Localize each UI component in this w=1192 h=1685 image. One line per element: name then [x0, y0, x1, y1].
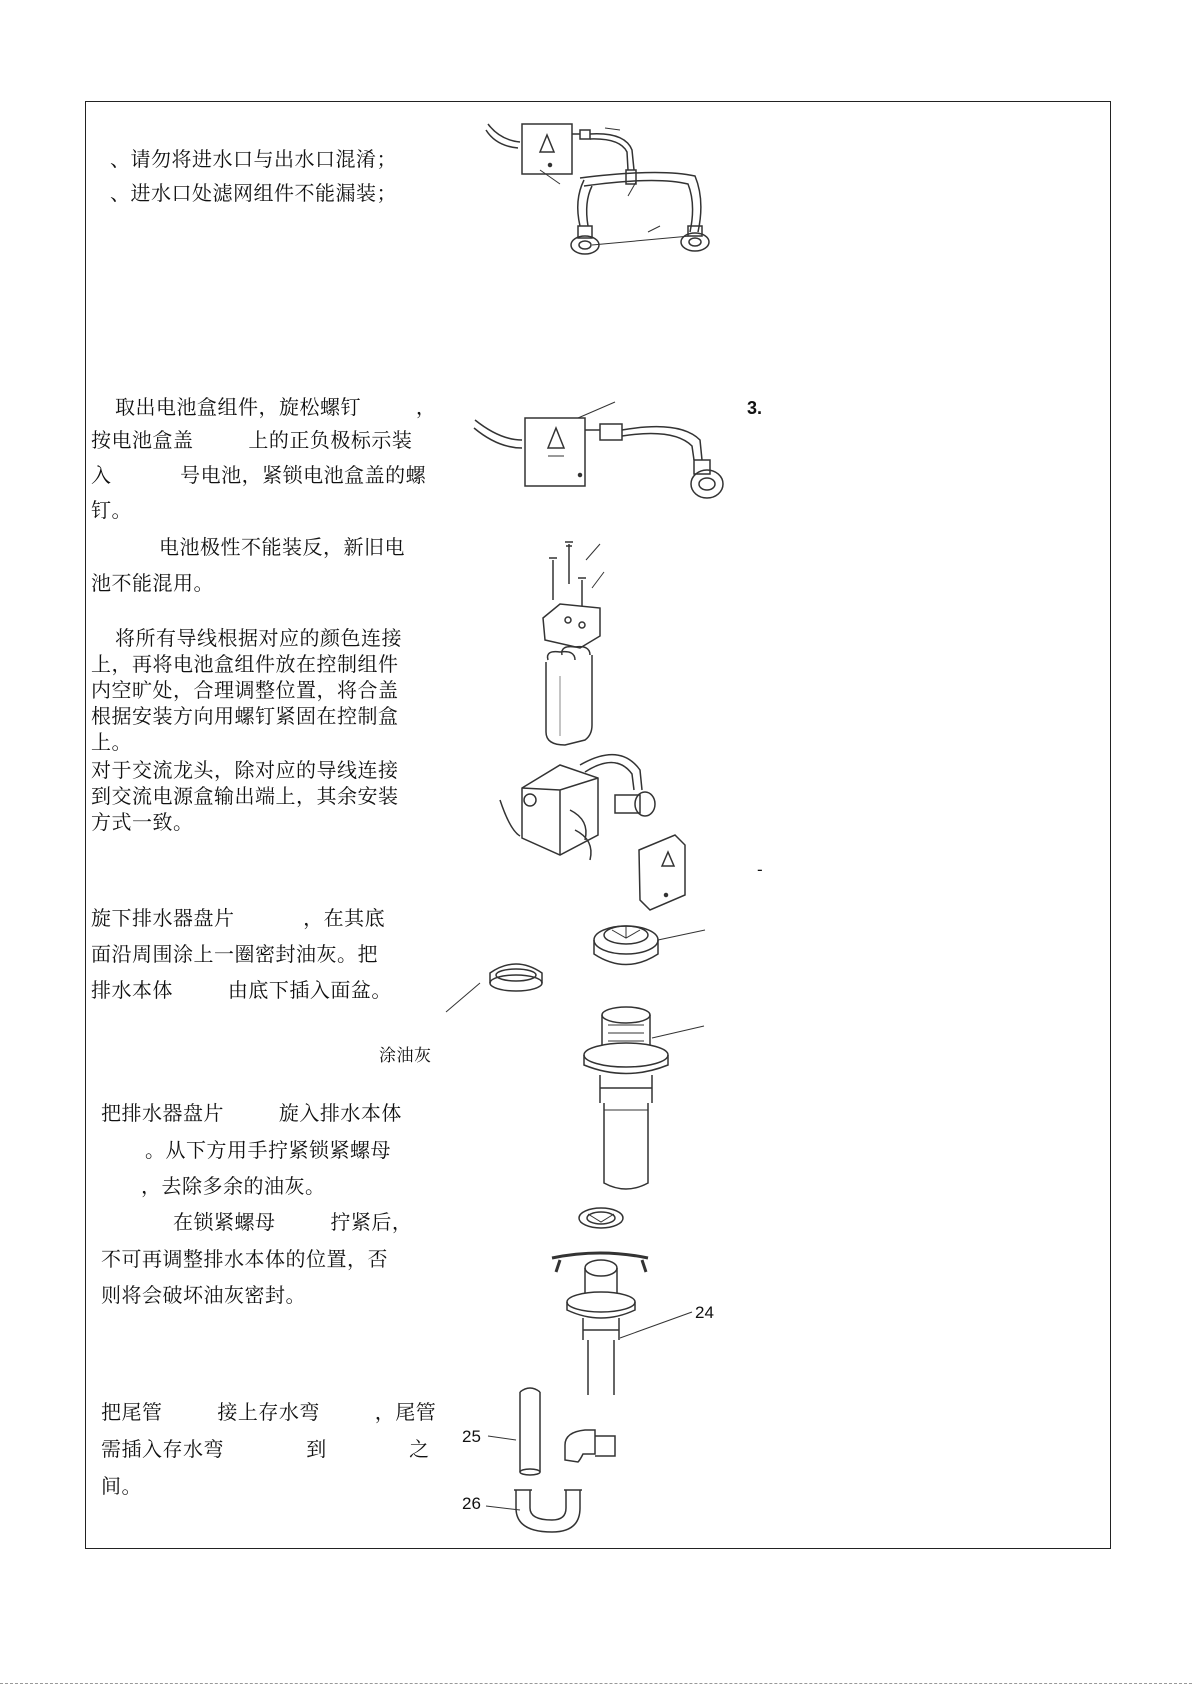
- warning-inlet-outlet: 、请勿将进水口与出水口混淆；: [110, 147, 397, 171]
- tailpipe-step-line3: 间。: [101, 1474, 142, 1498]
- callout-26: 26: [462, 1494, 481, 1513]
- battery-cells-figure: [543, 542, 604, 745]
- control-box-hose-figure: [486, 124, 709, 254]
- page-bottom-dashed-line: [0, 1683, 1192, 1684]
- tighten-step-line2: 。从下方用手拧紧锁紧螺母: [145, 1138, 391, 1162]
- tailpipe-step-line1: 把尾管 接上存水弯 ，尾管: [101, 1400, 437, 1424]
- battery-box-figure: [474, 402, 723, 498]
- callout-25: 25: [462, 1427, 481, 1446]
- battery-note-line1: 电池极性不能装反，新旧电: [159, 535, 405, 559]
- tighten-note-line2: 不可再调整排水本体的位置，否: [101, 1247, 388, 1271]
- wiring-line6: 对于交流龙头，除对应的导线连接: [91, 758, 399, 782]
- tailpipe-step-line2: 需插入存水弯 到 之: [101, 1437, 430, 1461]
- putty-label: 涂油灰: [379, 1046, 432, 1066]
- tighten-note-line3: 则将会破坏油灰密封。: [101, 1283, 306, 1307]
- wiring-line5: 上。: [91, 730, 132, 754]
- stray-dot: -: [757, 860, 763, 879]
- battery-step-line4: 钉。: [91, 498, 132, 522]
- callout-24: 24: [695, 1303, 714, 1322]
- warning-filter: 、进水口处滤网组件不能漏装；: [110, 181, 397, 205]
- wiring-line8: 方式一致。: [91, 810, 194, 834]
- battery-note-line2: 池不能混用。: [91, 571, 214, 595]
- tailpipe-trap-figure: [486, 1388, 615, 1532]
- drain-step-line1: 旋下排水器盘片 ，在其底: [91, 906, 386, 930]
- battery-step-line1: 取出电池盒组件，旋松螺钉 ，: [115, 395, 437, 419]
- wiring-line3: 内空旷处，合理调整位置，将合盖: [91, 678, 399, 702]
- drain-step-line3: 排水本体 由底下插入面盆。: [91, 978, 392, 1002]
- step-number: 3.: [747, 398, 763, 418]
- wiring-line4: 根据安装方向用螺钉紧固在控制盒: [91, 704, 399, 728]
- drain-body-figure: [584, 1007, 704, 1189]
- wiring-line2: 上，再将电池盒组件放在控制组件: [91, 652, 399, 676]
- tighten-step-line3: ，去除多余的油灰。: [141, 1174, 326, 1198]
- wiring-line7: 到交流电源盒输出端上，其余安装: [91, 784, 399, 808]
- wiring-line1: 将所有导线根据对应的颜色连接: [115, 626, 402, 650]
- tighten-note-line1: 在锁紧螺母 拧紧后，: [173, 1210, 413, 1234]
- drain-step-line2: 面沿周围涂上一圈密封油灰。把: [91, 942, 378, 966]
- assembled-drain-figure: [552, 1208, 692, 1395]
- battery-step-line2: 按电池盒盖 上的正负极标示装: [91, 428, 413, 452]
- tighten-step-line1: 把排水器盘片 旋入排水本体: [101, 1101, 402, 1125]
- battery-step-line3: 入 号电池，紧锁电池盒盖的螺: [91, 463, 427, 487]
- drain-cap-figure: [446, 926, 705, 1012]
- open-control-box-figure: [500, 755, 685, 910]
